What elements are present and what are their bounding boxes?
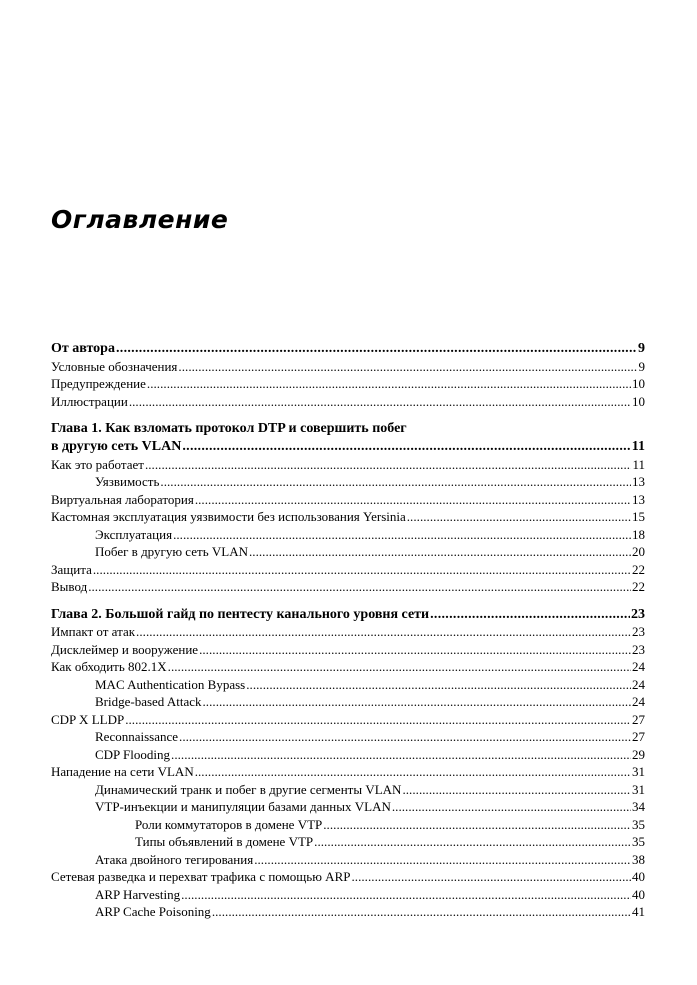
toc-entry-title: Условные обозначения	[51, 358, 178, 374]
toc-entry-title: Побег в другую сеть VLAN	[95, 544, 248, 559]
toc-entry[interactable]	[51, 763, 645, 781]
dot-leader	[195, 763, 631, 781]
dot-leader	[323, 816, 631, 834]
toc-entry[interactable]	[51, 543, 645, 561]
toc-page-number: 9	[638, 358, 645, 374]
toc-page-number: 35	[632, 816, 645, 832]
dot-leader	[402, 781, 631, 799]
toc-page-number: 10	[632, 393, 645, 409]
toc-entry[interactable]	[51, 676, 645, 694]
toc-entry[interactable]	[51, 561, 645, 579]
toc-entry-title: CDP X LLDP	[51, 711, 125, 727]
toc-entry[interactable]	[51, 658, 645, 676]
toc-page-number: 23	[631, 606, 645, 622]
dot-leader	[145, 456, 632, 474]
toc-entry-title: Динамический транк и побег в другие сегменты VLAN	[95, 781, 402, 797]
toc-entry-title: Нападение на сети VLAN	[51, 764, 194, 779]
toc-page-number: 24	[632, 676, 645, 692]
dot-leader	[203, 693, 632, 711]
toc-entry[interactable]	[51, 868, 645, 886]
toc-entry-title: CDP Flooding	[95, 746, 171, 762]
toc-page-number: 27	[632, 711, 645, 727]
toc-entry[interactable]	[51, 816, 645, 834]
toc-entry-title: Атака двойного тегирования	[95, 851, 254, 867]
toc-entry-title: Защита	[51, 561, 92, 577]
toc-entry-title: Эксплуатация	[95, 526, 173, 542]
toc-page-number: 38	[632, 851, 645, 867]
toc-page-number: 23	[632, 624, 645, 639]
toc-entry[interactable]	[51, 508, 645, 526]
dot-leader	[195, 491, 631, 509]
dot-leader	[88, 578, 631, 596]
toc-entry-title: Глава 2. Большой гайд по пентесту канального уровня сети	[51, 606, 430, 622]
toc-entry[interactable]	[51, 358, 645, 376]
toc-page-number: 23	[632, 641, 645, 657]
dot-leader	[136, 623, 631, 641]
toc-page-number: 22	[632, 561, 645, 577]
dot-leader	[179, 728, 631, 746]
toc-entry[interactable]	[51, 746, 645, 764]
toc-entry-title: Иллюстрации	[51, 393, 128, 409]
toc-page-number: 13	[632, 474, 645, 489]
toc-entry-title: Вывод	[51, 579, 88, 594]
toc-entry[interactable]	[51, 375, 645, 393]
toc-entry[interactable]	[51, 851, 645, 869]
toc-gap	[51, 410, 645, 420]
toc-entry-title: Уязвимость	[95, 474, 160, 489]
toc-page-number: 11	[632, 456, 645, 472]
dot-leader	[178, 358, 637, 376]
toc-chapter-entry[interactable]	[51, 438, 645, 456]
toc-entry-title-line: Глава 1. Как взломать протокол DTP и совершить побег	[51, 421, 407, 436]
dot-leader	[125, 711, 631, 729]
toc-page-number: 24	[632, 659, 645, 674]
toc-entry-title: Типы объявлений в домене VTP	[135, 834, 314, 849]
toc-page-number: 40	[632, 886, 645, 902]
toc-page-number: 41	[632, 904, 645, 919]
toc-page-number: 29	[632, 746, 645, 762]
toc-entry-title: Кастомная эксплуатация уязвимости без использования Yersinia	[51, 509, 406, 524]
toc-page-number: 11	[631, 439, 645, 454]
toc-entry-title: ARP Cache Poisoning	[95, 904, 211, 919]
toc-page-number: 24	[632, 694, 645, 709]
toc-page-number: 9	[638, 341, 645, 356]
toc-entry[interactable]	[51, 641, 645, 659]
toc-entry[interactable]	[51, 728, 645, 746]
toc-page-number: 13	[632, 491, 645, 507]
toc-entry[interactable]	[51, 473, 645, 491]
toc-entry[interactable]	[51, 456, 645, 474]
dot-leader	[173, 526, 631, 544]
toc-entry-title: Импакт от атак	[51, 624, 136, 639]
toc-page-number: 35	[632, 834, 645, 849]
toc-page-number: 15	[632, 509, 645, 524]
toc-entry[interactable]	[51, 693, 645, 711]
toc-page-number: 20	[632, 544, 645, 559]
dot-leader	[147, 375, 631, 393]
toc-entry[interactable]	[51, 798, 645, 816]
toc-entry-title: MAC Authentication Bypass	[95, 676, 246, 692]
dot-leader	[430, 606, 630, 624]
toc-entry[interactable]	[51, 623, 645, 641]
dot-leader	[129, 393, 631, 411]
toc-entry-title: Bridge-based Attack	[95, 694, 202, 709]
dot-leader	[246, 676, 631, 694]
toc-entry-title: Как обходить 802.1X	[51, 659, 167, 674]
toc-page-number: 40	[632, 869, 645, 884]
toc-entry[interactable]	[51, 903, 645, 921]
toc-entry[interactable]	[51, 526, 645, 544]
toc-entry-title: Роли коммутаторов в домене VTP	[135, 816, 323, 832]
toc-entry[interactable]	[51, 781, 645, 799]
toc-page-number: 22	[632, 579, 645, 594]
dot-leader	[314, 833, 631, 851]
dot-leader	[160, 473, 631, 491]
toc-page-number: 34	[632, 799, 645, 814]
toc-entry-title: Сетевая разведка и перехват трафика с помощью ARP	[51, 869, 351, 884]
toc-gap	[51, 596, 645, 606]
dot-leader	[249, 543, 631, 561]
dot-leader	[407, 508, 631, 526]
toc-entry-title: в другую сеть VLAN	[51, 439, 182, 454]
toc-entry-title: VTP-инъекции и манипуляции базами данных VLAN	[95, 799, 391, 814]
dot-leader	[351, 868, 631, 886]
page-title: Оглавление	[51, 205, 229, 234]
dot-leader	[181, 886, 631, 904]
dot-leader	[116, 340, 637, 358]
toc-entry-title: От автора	[51, 341, 115, 356]
toc-entry[interactable]	[51, 833, 645, 851]
toc-entry-title: Дисклеймер и вооружение	[51, 641, 199, 657]
dot-leader	[171, 746, 631, 764]
toc-chapter-entry[interactable]	[51, 606, 645, 624]
toc-page-number: 31	[632, 764, 645, 779]
table-of-contents	[51, 340, 645, 921]
toc-page-number: 18	[632, 526, 645, 542]
toc-page-number: 31	[632, 781, 645, 797]
toc-entry[interactable]	[51, 711, 645, 729]
toc-entry[interactable]	[51, 393, 645, 411]
toc-page-number: 10	[632, 376, 645, 391]
dot-leader	[212, 903, 631, 921]
dot-leader	[168, 658, 631, 676]
dot-leader	[254, 851, 631, 869]
toc-entry-title: Reconnaissance	[95, 729, 179, 744]
dot-leader	[182, 438, 630, 456]
toc-entry-title: Виртуальная лаборатория	[51, 491, 194, 507]
toc-chapter-entry[interactable]	[51, 340, 645, 358]
toc-entry[interactable]	[51, 491, 645, 509]
dot-leader	[93, 561, 631, 579]
dot-leader	[199, 641, 631, 659]
toc-page-number: 27	[632, 729, 645, 744]
dot-leader	[392, 798, 631, 816]
toc-entry-title: Предупреждение	[51, 376, 146, 391]
toc-entry[interactable]	[51, 578, 645, 596]
toc-entry[interactable]	[51, 886, 645, 904]
toc-entry-title: ARP Harvesting	[95, 886, 181, 902]
toc-entry-title: Как это работает	[51, 456, 144, 472]
